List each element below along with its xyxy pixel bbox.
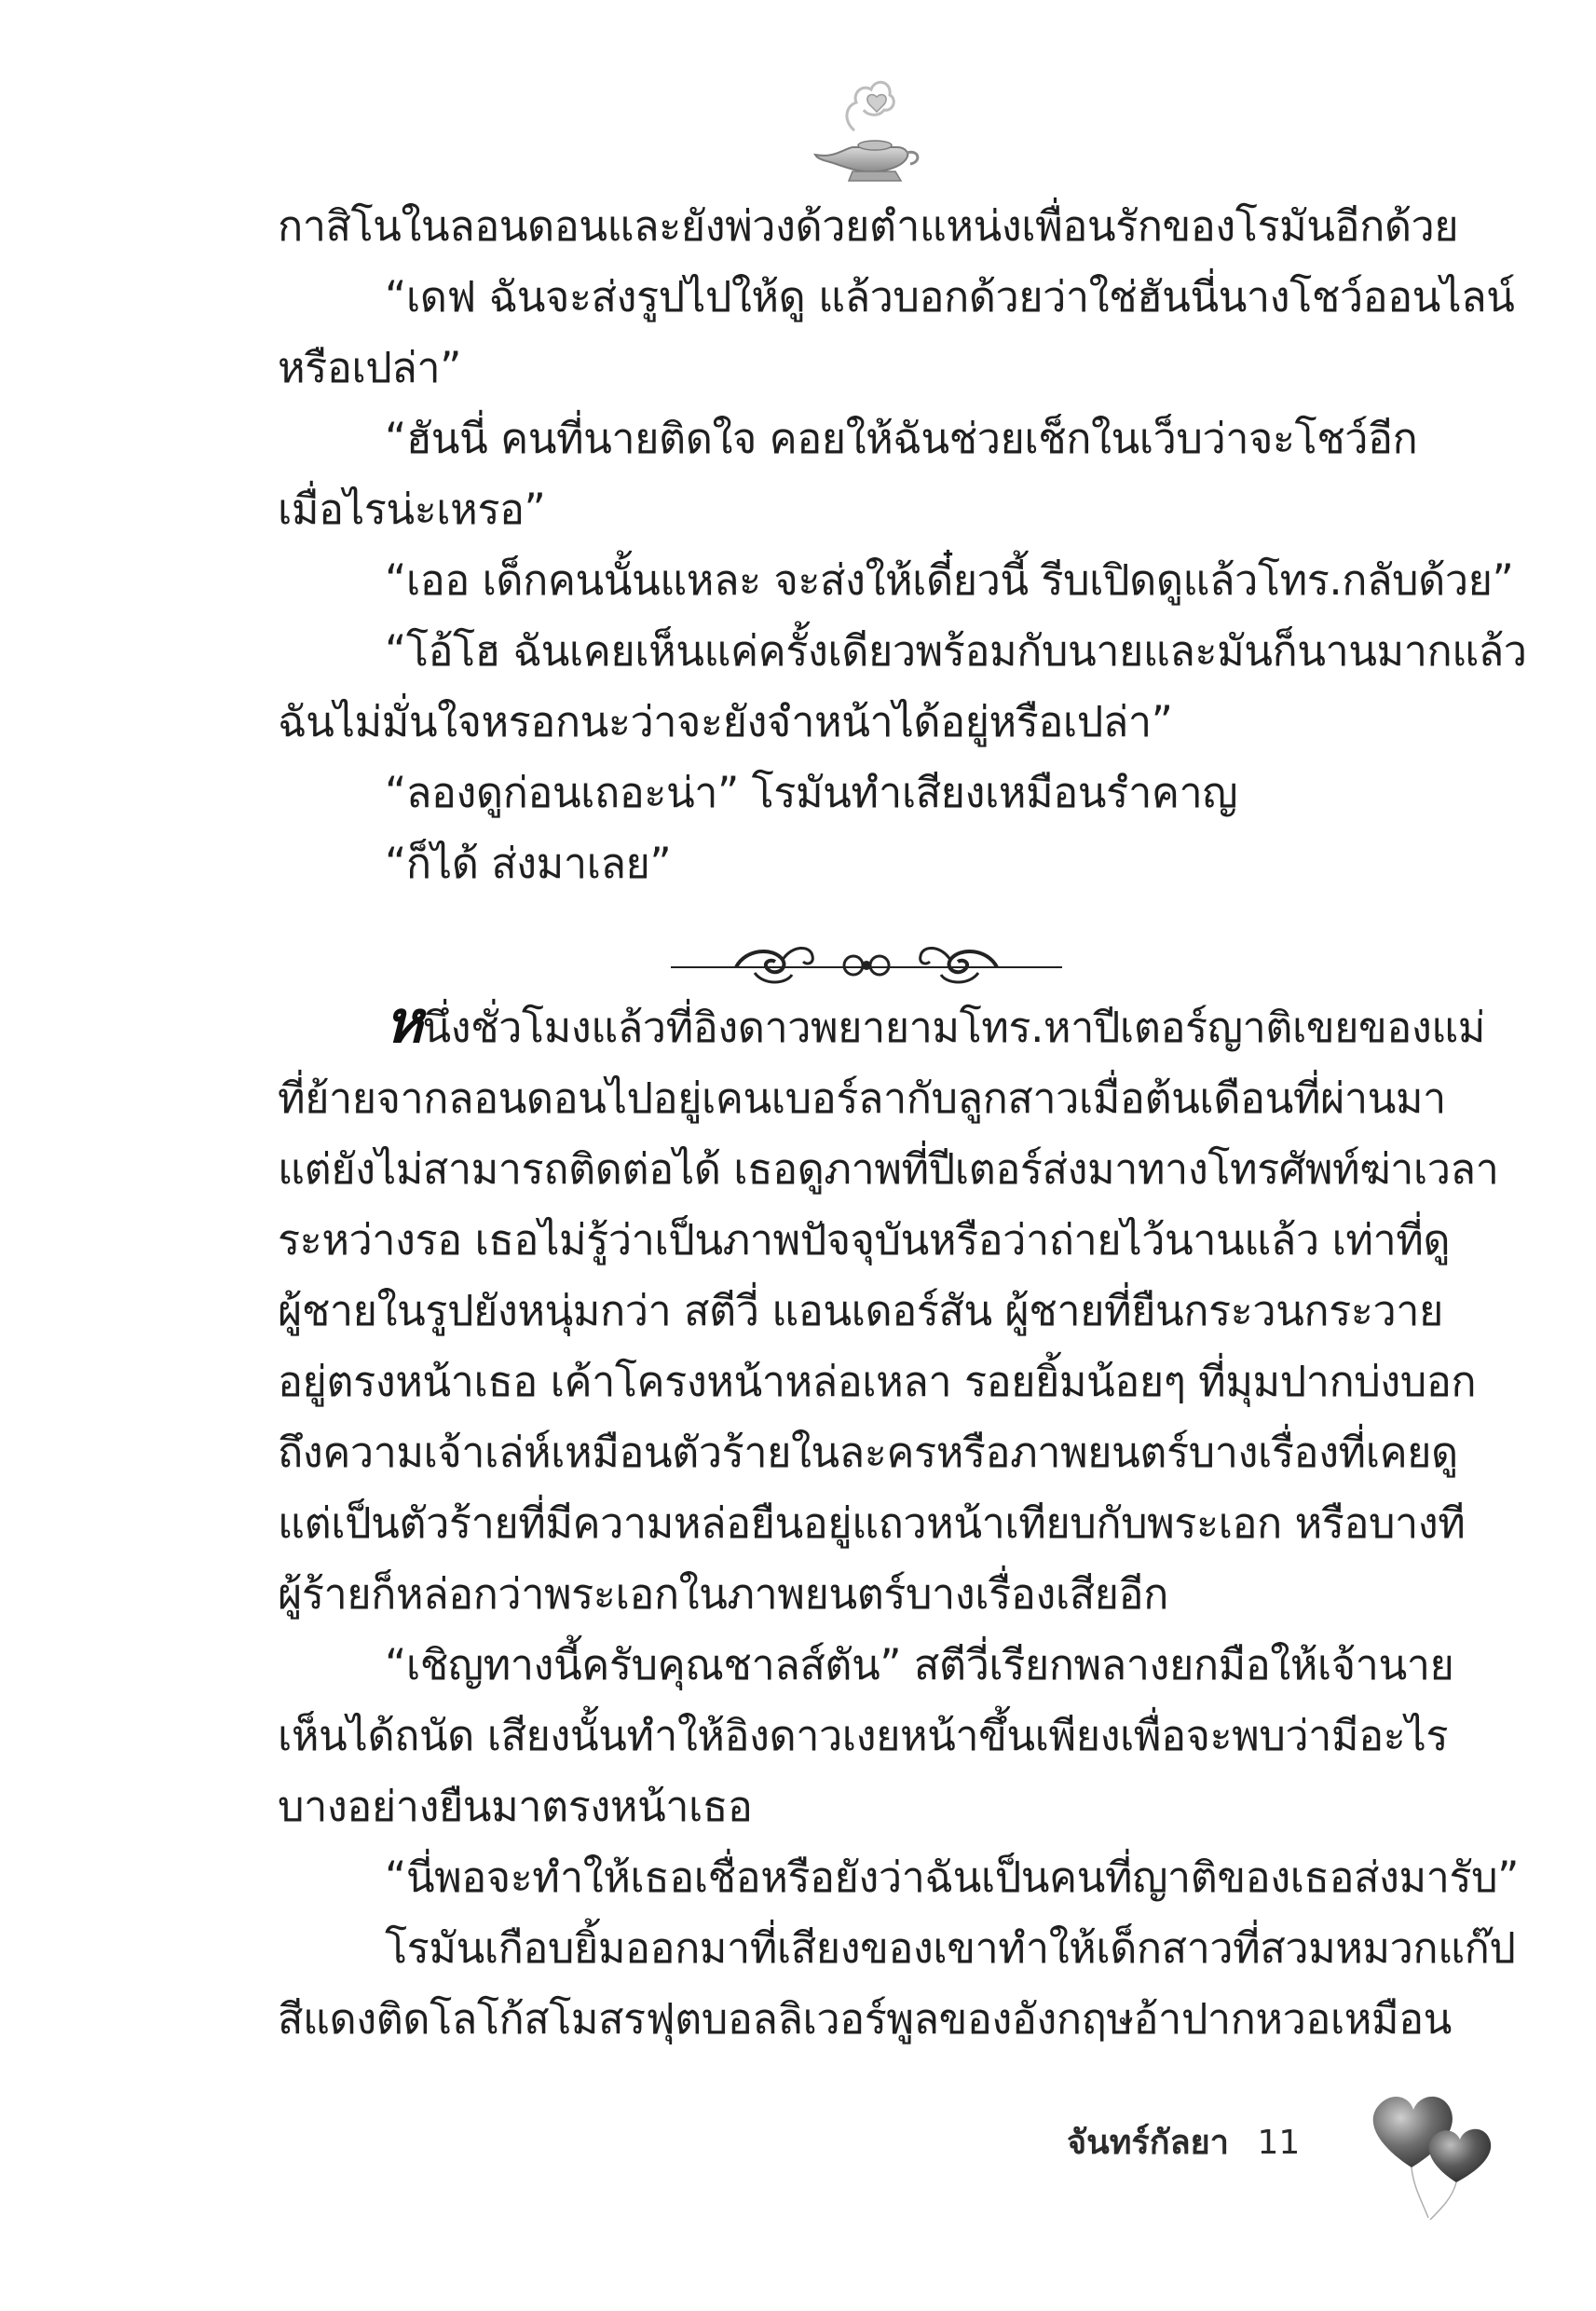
- text-line: โรมันเกือบยิ้มออกมาที่เสียงของเขาทำให้เด็กสาวที่สวมหมวกแก๊ป: [385, 1923, 1516, 1973]
- text-line: ถึงความเจ้าเล่ห์เหมือนตัวร้ายในละครหรือภาพยนตร์บางเรื่องที่เคยดู: [278, 1428, 1458, 1477]
- text-line: ผู้ชายในรูปยังหนุ่มกว่า สตีวี่ แอนเดอร์สัน ผู้ชายที่ยืนกระวนกระวาย: [278, 1286, 1443, 1335]
- text-line: กาสิโนในลอนดอนและยังพ่วงด้วยตำแหน่งเพื่อนรักของโรมันอีกด้วย: [278, 201, 1459, 251]
- text-line: “โอ้โฮ ฉันเคยเห็นแค่ครั้งเดียวพร้อมกับนายและมันก็นานมากแล้ว: [385, 626, 1527, 676]
- page-footer: [1067, 2115, 1300, 2171]
- text-line: เมื่อไรน่ะเหรอ”: [278, 485, 546, 534]
- text-line: เห็นได้ถนัด เสียงนั้นทำให้อิงดาวเงยหน้าขึ้นเพียงเพื่อจะพบว่ามีอะไร: [278, 1711, 1449, 1760]
- heart-balloons-icon: [1356, 2078, 1509, 2227]
- text-line: บางอย่างยืนมาตรงหน้าเธอ: [278, 1782, 753, 1831]
- text-line: แต่เป็นตัวร้ายที่มีความหล่อยืนอยู่แถวหน้าเทียบกับพระเอก หรือบางที: [278, 1498, 1466, 1548]
- text-line-rest: นึ่งชั่วโมงแล้วที่อิงดาวพยายามโทร.หาปีเตอร์ญาติเขยของแม่: [422, 1003, 1485, 1052]
- text-line-with-dropcap: [278, 988, 1485, 1063]
- page-number: 11: [1257, 2124, 1301, 2162]
- drop-cap: ห: [385, 988, 423, 1056]
- text-line: “เชิญทางนี้ครับคุณชาลส์ตัน” สตีวี่เรียกพลางยกมือให้เจ้านาย: [385, 1640, 1454, 1689]
- text-line: ที่ย้ายจากลอนดอนไปอยู่เคนเบอร์ลากับลูกสาวเมื่อต้นเดือนที่ผ่านมา: [278, 1073, 1446, 1123]
- text-line: สีแดงติดโลโก้สโมสรฟุตบอลลิเวอร์พูลของอังกฤษอ้าปากหวอเหมือน: [278, 1994, 1452, 2044]
- book-title: จันทร์กัลยา: [1067, 2124, 1229, 2162]
- text-line: ฉันไม่มั่นใจหรอกนะว่าจะยังจำหน้าได้อยู่หรือเปล่า”: [278, 697, 1173, 746]
- text-line: ผู้ร้ายก็หล่อกว่าพระเอกในภาพยนตร์บางเรื่องเสียอีก: [278, 1569, 1168, 1619]
- text-line: ระหว่างรอ เธอไม่รู้ว่าเป็นภาพปัจจุบันหรือว่าถ่ายไว้นานแล้ว เท่าที่ดู: [278, 1215, 1451, 1265]
- text-line: หรือเปล่า”: [278, 343, 461, 392]
- genie-lamp-icon: [797, 65, 927, 196]
- text-line: “นี่พอจะทำให้เธอเชื่อหรือยังว่าฉันเป็นคนที่ญาติของเธอส่งมารับ”: [385, 1853, 1519, 1902]
- text-line: “ลองดูก่อนเถอะน่า” โรมันทำเสียงเหมือนรำคาญ: [385, 768, 1238, 817]
- body-text: [278, 191, 1527, 2055]
- text-line: แต่ยังไม่สามารถติดต่อได้ เธอดูภาพที่ปีเตอร์ส่งมาทางโทรศัพท์ฆ่าเวลา: [278, 1144, 1499, 1194]
- text-line: “ฮันนี่ คนที่นายติดใจ คอยให้ฉันช่วยเช็กในเว็บว่าจะโชว์อีก: [385, 414, 1418, 463]
- text-line: “ก็ได้ ส่งมาเลย”: [385, 839, 672, 888]
- text-line: อยู่ตรงหน้าเธอ เค้าโครงหน้าหล่อเหลา รอยยิ้มน้อยๆ ที่มุมปากบ่งบอก: [278, 1357, 1477, 1406]
- text-line: “เออ เด็กคนนั้นแหละ จะส่งให้เดี๋ยวนี้ รีบเปิดดูแล้วโทร.กลับด้วย”: [385, 555, 1514, 605]
- flourish-divider-icon: [671, 932, 1062, 997]
- text-line: “เดฟ ฉันจะส่งรูปไปให้ดู แล้วบอกด้วยว่าใช่ฮันนี่นางโชว์ออนไลน์: [385, 272, 1515, 321]
